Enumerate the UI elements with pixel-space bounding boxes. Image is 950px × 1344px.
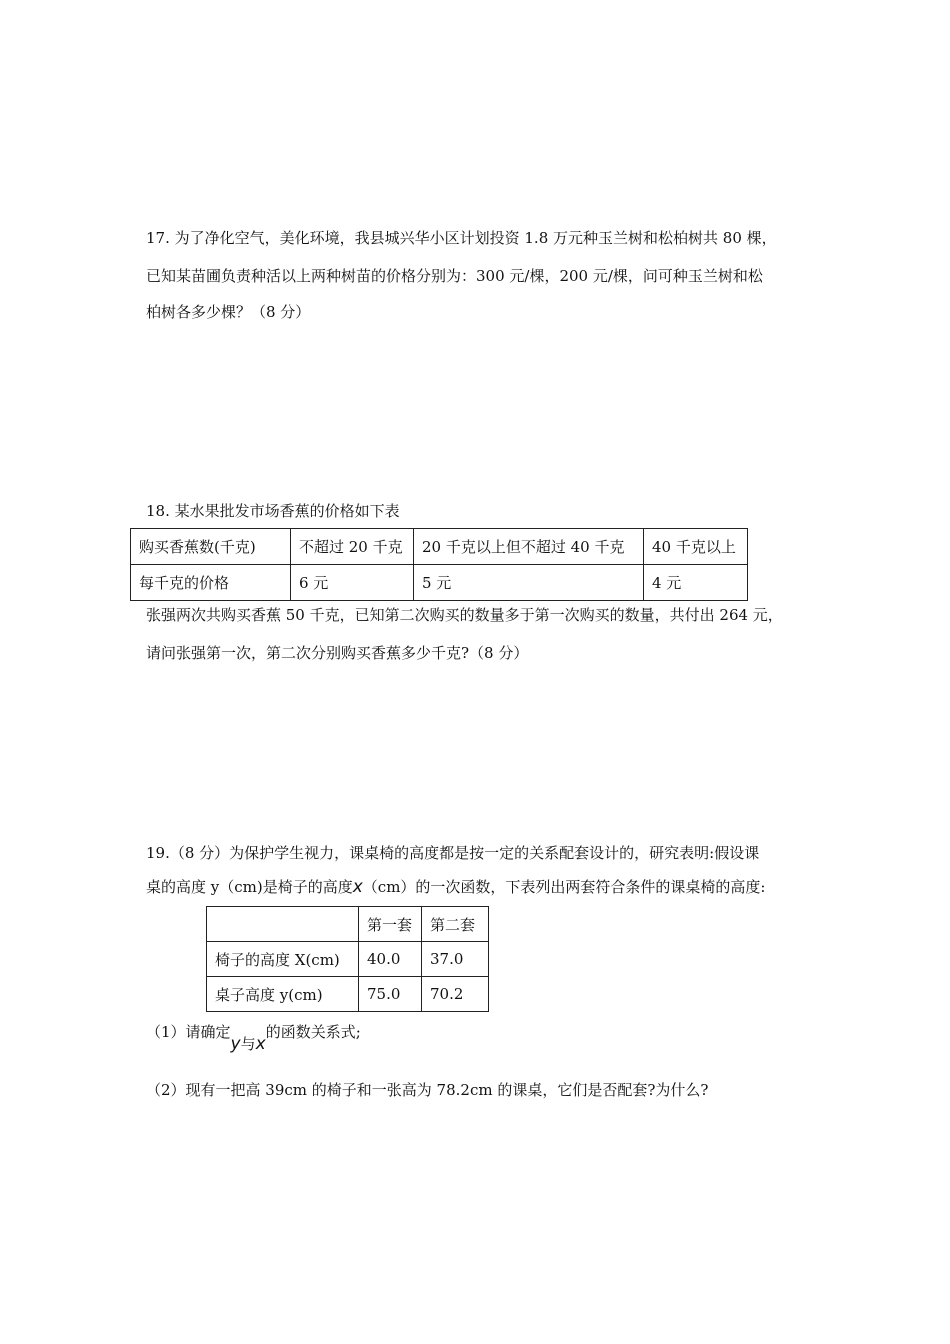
table-cell: 37.0: [422, 942, 489, 977]
table-cell: 20 千克以上但不超过 40 千克: [414, 529, 644, 565]
table-row: [207, 907, 489, 942]
q18-price-table: [130, 528, 748, 601]
q18-intro: 18. 某水果批发市场香蕉的价格如下表: [146, 502, 400, 520]
table-cell: 购买香蕉数(千克): [131, 529, 291, 565]
table-cell: 70.2: [422, 977, 489, 1012]
table-row: [207, 942, 489, 977]
math-variable-y: y: [230, 1034, 241, 1054]
q17-line-1: 17. 为了净化空气，美化环境，我县城兴华小区计划投资 1.8 万元种玉兰树和松柏树共 80 棵，: [146, 229, 777, 247]
table-cell: 第二套: [422, 907, 489, 942]
q19-sub-1-text: 与: [240, 1035, 256, 1053]
q17-line-3: 柏树各多少棵？（8 分）: [146, 303, 311, 321]
table-cell: 40.0: [359, 942, 422, 977]
q18-line-1: 张强两次共购买香蕉 50 千克，已知第二次购买的数量多于第一次购买的数量，共付出 264 元，: [146, 606, 783, 624]
table-cell: 不超过 20 千克: [291, 529, 414, 565]
table-cell: 4 元: [644, 565, 748, 601]
q17-line-2: 已知某苗圃负责种活以上两种树苗的价格分别为：300 元/棵，200 元/棵，问可种玉兰树和松: [146, 267, 763, 285]
table-cell: 桌子高度 y(cm): [207, 977, 359, 1012]
q19-sub-1-text: （1）请确定: [146, 1023, 231, 1041]
q19-sub-question-1: [146, 1022, 361, 1054]
table-row: [131, 565, 748, 601]
table-cell: 第一套: [359, 907, 422, 942]
table-cell: 椅子的高度 X(cm): [207, 942, 359, 977]
table-cell: 6 元: [291, 565, 414, 601]
table-cell: [207, 907, 359, 942]
table-row: [131, 529, 748, 565]
q19-line-1: 19.（8 分）为保护学生视力，课桌椅的高度都是按一定的关系配套设计的，研究表明:假设课: [146, 844, 760, 862]
math-variable-x: x: [352, 877, 363, 897]
table-cell: 75.0: [359, 977, 422, 1012]
q19-line-2-text: 桌的高度 y（cm)是椅子的高度: [146, 878, 353, 896]
q19-line-2-text: （cm）的一次函数，下表列出两套符合条件的课桌椅的高度:: [362, 878, 766, 896]
table-row: [207, 977, 489, 1012]
q18-line-2: 请问张强第一次，第二次分别购买香蕉多少千克?（8 分）: [146, 644, 529, 662]
table-cell: 40 千克以上: [644, 529, 748, 565]
q19-sub-1-text: 的函数关系式;: [265, 1023, 361, 1041]
q19-height-table: [206, 906, 489, 1012]
q19-line-2: [146, 877, 765, 897]
q19-sub-question-2: （2）现有一把高 39cm 的椅子和一张高为 78.2cm 的课桌，它们是否配套?为什么?: [146, 1081, 709, 1099]
table-cell: 5 元: [414, 565, 644, 601]
math-variable-x: x: [255, 1034, 266, 1054]
table-cell: 每千克的价格: [131, 565, 291, 601]
